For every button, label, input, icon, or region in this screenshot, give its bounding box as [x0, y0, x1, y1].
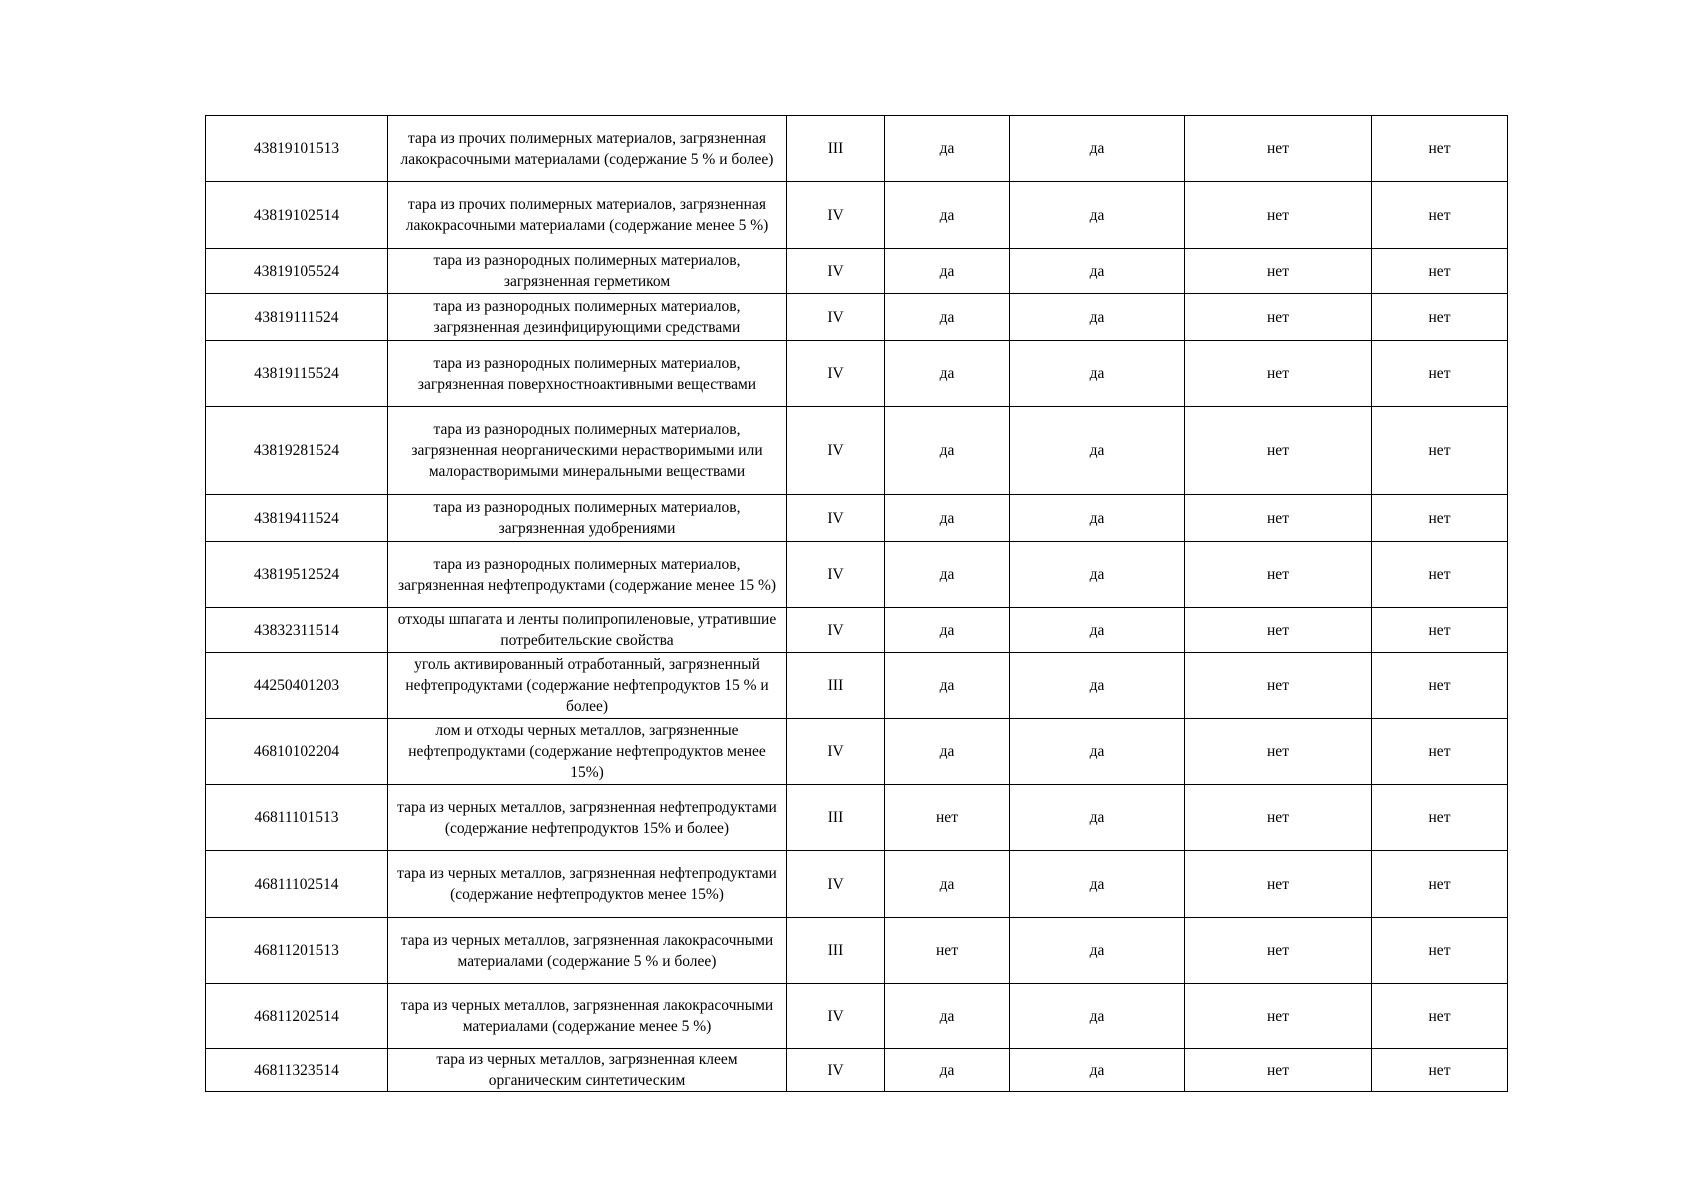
- col5-cell: да: [1010, 495, 1185, 542]
- col4-cell: да: [885, 851, 1010, 918]
- col7-cell: нет: [1372, 608, 1508, 653]
- hazard-class-cell: IV: [787, 1049, 885, 1092]
- col4-cell: да: [885, 294, 1010, 341]
- waste-table: [205, 115, 1508, 1092]
- waste-code-cell: 46811202514: [206, 984, 388, 1049]
- waste-code-cell: 43819111524: [206, 294, 388, 341]
- waste-code-cell: 43819411524: [206, 495, 388, 542]
- col7-cell: нет: [1372, 984, 1508, 1049]
- col4-cell: нет: [885, 918, 1010, 984]
- col6-cell: нет: [1185, 116, 1372, 182]
- hazard-class-cell: IV: [787, 495, 885, 542]
- col4-cell: да: [885, 249, 1010, 294]
- waste-code-cell: 46811201513: [206, 918, 388, 984]
- col5-cell: да: [1010, 984, 1185, 1049]
- col6-cell: нет: [1185, 785, 1372, 851]
- waste-name-cell: отходы шпагата и ленты полипропиленовые, утратившие потребительские свойства: [388, 608, 787, 653]
- waste-name-cell: тара из черных металлов, загрязненная нефтепродуктами (содержание нефтепродуктов менее 15%): [388, 851, 787, 918]
- waste-name-cell: тара из прочих полимерных материалов, загрязненная лакокрасочными материалами (содержание менее 5 %): [388, 182, 787, 249]
- hazard-class-cell: IV: [787, 719, 885, 785]
- col6-cell: нет: [1185, 182, 1372, 249]
- col7-cell: нет: [1372, 851, 1508, 918]
- waste-code-cell: 46810102204: [206, 719, 388, 785]
- waste-code-cell: 46811101513: [206, 785, 388, 851]
- col4-cell: да: [885, 341, 1010, 407]
- waste-name-cell: тара из разнородных полимерных материалов, загрязненная нефтепродуктами (содержание менее 15 %): [388, 542, 787, 608]
- table-row: [206, 851, 1508, 918]
- waste-code-cell: 46811323514: [206, 1049, 388, 1092]
- waste-name-cell: тара из разнородных полимерных материалов, загрязненная дезинфицирующими средствами: [388, 294, 787, 341]
- col7-cell: нет: [1372, 495, 1508, 542]
- waste-code-cell: 43819101513: [206, 116, 388, 182]
- col7-cell: нет: [1372, 542, 1508, 608]
- table-row: [206, 542, 1508, 608]
- col7-cell: нет: [1372, 116, 1508, 182]
- col7-cell: нет: [1372, 294, 1508, 341]
- table-row: [206, 495, 1508, 542]
- table-row: [206, 918, 1508, 984]
- waste-code-cell: 43819115524: [206, 341, 388, 407]
- col7-cell: нет: [1372, 785, 1508, 851]
- col5-cell: да: [1010, 719, 1185, 785]
- col5-cell: да: [1010, 294, 1185, 341]
- col6-cell: нет: [1185, 719, 1372, 785]
- waste-name-cell: уголь активированный отработанный, загрязненный нефтепродуктами (содержание нефтепродуктов 15 % и более): [388, 653, 787, 719]
- col4-cell: да: [885, 984, 1010, 1049]
- hazard-class-cell: IV: [787, 542, 885, 608]
- hazard-class-cell: IV: [787, 294, 885, 341]
- table-row: [206, 608, 1508, 653]
- waste-name-cell: тара из разнородных полимерных материалов, загрязненная герметиком: [388, 249, 787, 294]
- col7-cell: нет: [1372, 719, 1508, 785]
- col5-cell: да: [1010, 542, 1185, 608]
- hazard-class-cell: IV: [787, 984, 885, 1049]
- col7-cell: нет: [1372, 249, 1508, 294]
- col5-cell: да: [1010, 1049, 1185, 1092]
- table-row: [206, 182, 1508, 249]
- waste-code-cell: 44250401203: [206, 653, 388, 719]
- col6-cell: нет: [1185, 918, 1372, 984]
- waste-name-cell: тара из черных металлов, загрязненная нефтепродуктами (содержание нефтепродуктов 15% и более): [388, 785, 787, 851]
- col5-cell: да: [1010, 407, 1185, 495]
- col6-cell: нет: [1185, 341, 1372, 407]
- waste-name-cell: тара из разнородных полимерных материалов, загрязненная поверхностноактивными веществами: [388, 341, 787, 407]
- col6-cell: нет: [1185, 608, 1372, 653]
- waste-name-cell: тара из разнородных полимерных материалов, загрязненная неорганическими нерастворимыми или малорастворимыми минеральными веществами: [388, 407, 787, 495]
- waste-code-cell: 43832311514: [206, 608, 388, 653]
- col4-cell: да: [885, 116, 1010, 182]
- col6-cell: нет: [1185, 249, 1372, 294]
- col7-cell: нет: [1372, 1049, 1508, 1092]
- col5-cell: да: [1010, 608, 1185, 653]
- col6-cell: нет: [1185, 407, 1372, 495]
- col4-cell: нет: [885, 785, 1010, 851]
- col4-cell: да: [885, 542, 1010, 608]
- table-row: [206, 653, 1508, 719]
- col5-cell: да: [1010, 653, 1185, 719]
- waste-name-cell: тара из черных металлов, загрязненная клеем органическим синтетическим: [388, 1049, 787, 1092]
- col4-cell: да: [885, 719, 1010, 785]
- hazard-class-cell: IV: [787, 851, 885, 918]
- waste-name-cell: тара из черных металлов, загрязненная лакокрасочными материалами (содержание 5 % и более): [388, 918, 787, 984]
- hazard-class-cell: III: [787, 785, 885, 851]
- col5-cell: да: [1010, 341, 1185, 407]
- col5-cell: да: [1010, 182, 1185, 249]
- col4-cell: да: [885, 608, 1010, 653]
- table-row: [206, 1049, 1508, 1092]
- col4-cell: да: [885, 407, 1010, 495]
- col6-cell: нет: [1185, 653, 1372, 719]
- col5-cell: да: [1010, 918, 1185, 984]
- col5-cell: да: [1010, 116, 1185, 182]
- hazard-class-cell: IV: [787, 341, 885, 407]
- col7-cell: нет: [1372, 407, 1508, 495]
- hazard-class-cell: IV: [787, 182, 885, 249]
- waste-code-cell: 43819102514: [206, 182, 388, 249]
- col7-cell: нет: [1372, 341, 1508, 407]
- waste-code-cell: 43819281524: [206, 407, 388, 495]
- col5-cell: да: [1010, 249, 1185, 294]
- waste-name-cell: тара из разнородных полимерных материалов, загрязненная удобрениями: [388, 495, 787, 542]
- waste-name-cell: тара из прочих полимерных материалов, загрязненная лакокрасочными материалами (содержание 5 % и более): [388, 116, 787, 182]
- col5-cell: да: [1010, 785, 1185, 851]
- hazard-class-cell: IV: [787, 407, 885, 495]
- hazard-class-cell: IV: [787, 249, 885, 294]
- col5-cell: да: [1010, 851, 1185, 918]
- col6-cell: нет: [1185, 542, 1372, 608]
- col6-cell: нет: [1185, 1049, 1372, 1092]
- hazard-class-cell: IV: [787, 608, 885, 653]
- col6-cell: нет: [1185, 495, 1372, 542]
- table-row: [206, 116, 1508, 182]
- col7-cell: нет: [1372, 182, 1508, 249]
- col7-cell: нет: [1372, 653, 1508, 719]
- table-row: [206, 249, 1508, 294]
- table-row: [206, 984, 1508, 1049]
- col7-cell: нет: [1372, 918, 1508, 984]
- col4-cell: да: [885, 182, 1010, 249]
- col4-cell: да: [885, 1049, 1010, 1092]
- col4-cell: да: [885, 653, 1010, 719]
- waste-code-cell: 43819512524: [206, 542, 388, 608]
- hazard-class-cell: III: [787, 116, 885, 182]
- waste-code-cell: 46811102514: [206, 851, 388, 918]
- waste-name-cell: тара из черных металлов, загрязненная лакокрасочными материалами (содержание менее 5 %): [388, 984, 787, 1049]
- table-row: [206, 785, 1508, 851]
- table-row: [206, 407, 1508, 495]
- col6-cell: нет: [1185, 984, 1372, 1049]
- hazard-class-cell: III: [787, 918, 885, 984]
- hazard-class-cell: III: [787, 653, 885, 719]
- col4-cell: да: [885, 495, 1010, 542]
- waste-name-cell: лом и отходы черных металлов, загрязненные нефтепродуктами (содержание нефтепродуктов менее 15%): [388, 719, 787, 785]
- col6-cell: нет: [1185, 851, 1372, 918]
- waste-code-cell: 43819105524: [206, 249, 388, 294]
- table-row: [206, 341, 1508, 407]
- table-body: [206, 116, 1508, 1092]
- col6-cell: нет: [1185, 294, 1372, 341]
- table-row: [206, 294, 1508, 341]
- table-row: [206, 719, 1508, 785]
